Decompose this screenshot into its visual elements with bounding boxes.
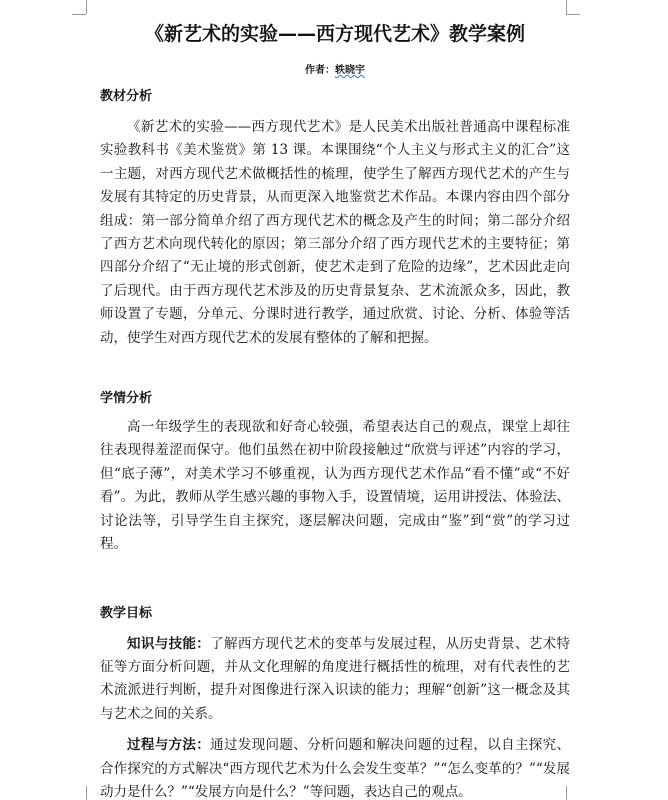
- author-line: [100, 64, 570, 78]
- author-label: 作者：: [305, 65, 335, 76]
- section-title-learner-analysis: 学情分析: [100, 391, 153, 407]
- crop-mark-top-left: [72, 14, 86, 15]
- knowledge-skills-text: 了解西方现代艺术的变革与发展过程，从历史背景、艺术特征等方面分析问题，并从文化理解的角度进行概括性的梳理，对有代表性的艺术流派进行判断，提升对图像进行深入识读的能力；理解“创新”这一概念及其与艺术之间的关系。: [100, 635, 571, 722]
- process-methods-lead: 过程与方法：: [127, 737, 211, 754]
- crop-mark-top-right: [566, 0, 567, 14]
- paragraph-learner-analysis: 高一年级学生的表现欲和好奇心较强，希望表达自己的观点，课堂上却往往表现得羞涩而保守。他们虽然在初中阶段接触过“欣赏与评述”内容的学习，但“底子薄”，对美术学习不够重视，认为西方现代艺术作品“看不懂”或“不好看”。为此，教师从学生感兴趣的事物入手，设置情境，运用讲授法、体验法、讨论法等，引导学生自主探究，逐层解决问题，完成由“鉴”到“赏”的学习过程。: [100, 419, 570, 553]
- paragraph-textbook-analysis: 《新艺术的实验——西方现代艺术》是人民美术出版社普通高中课程标准实验教科书《美术鉴赏》第 13 课。本课围绕“个人主义与形式主义的汇合”这一主题，对西方现代艺术做概括性的梳理，使学生了解西方现代艺术的产生与发展有其特定的历史背景，从而更深入地鉴赏艺术作品。本课内容由四个部分组成：第一部分简单介绍了西方现代艺术的概念及产生的时间；第二部分介绍了西方艺术向现代转化的原因；第三部分介绍了西方现代艺术的主要特征；第四部分介绍了“无止境的形式创新，使艺术走到了危险的边缘”，艺术因此走向了后现代。由于西方现代艺术涉及的历史背景复杂、艺术流派众多，因此，教师设置了专题，分单元、分课时进行教学，通过欣赏、讨论、分析、体验等活动，使学生对西方现代艺术的发展有整体的了解和把握。: [100, 119, 570, 346]
- process-methods-text: 通过发现问题、分析问题和解决问题的过程，以自主探究、合作探究的方式解决“西方现代艺术为什么会发生变革？”“怎么变革的？”“发展动力是什么？”“发展方向是什么？”等问题，表达自己的观点。: [100, 737, 571, 800]
- section-title-textbook-analysis: 教材分析: [100, 89, 153, 104]
- crop-mark-top-right: [566, 14, 580, 15]
- crop-mark-top-left: [86, 0, 87, 14]
- document-title: 《新艺术的实验——西方现代艺术》教学案例: [144, 23, 525, 45]
- author-name: 轶晓宇: [335, 65, 365, 76]
- paragraph-knowledge-skills: [100, 633, 570, 727]
- paragraph-process-methods: [100, 734, 570, 800]
- crop-mark-bottom-left: [86, 786, 87, 800]
- section-title-teaching-goals: 教学目标: [100, 605, 153, 621]
- document-body: [100, 20, 570, 800]
- knowledge-skills-lead: 知识与技能：: [127, 635, 211, 652]
